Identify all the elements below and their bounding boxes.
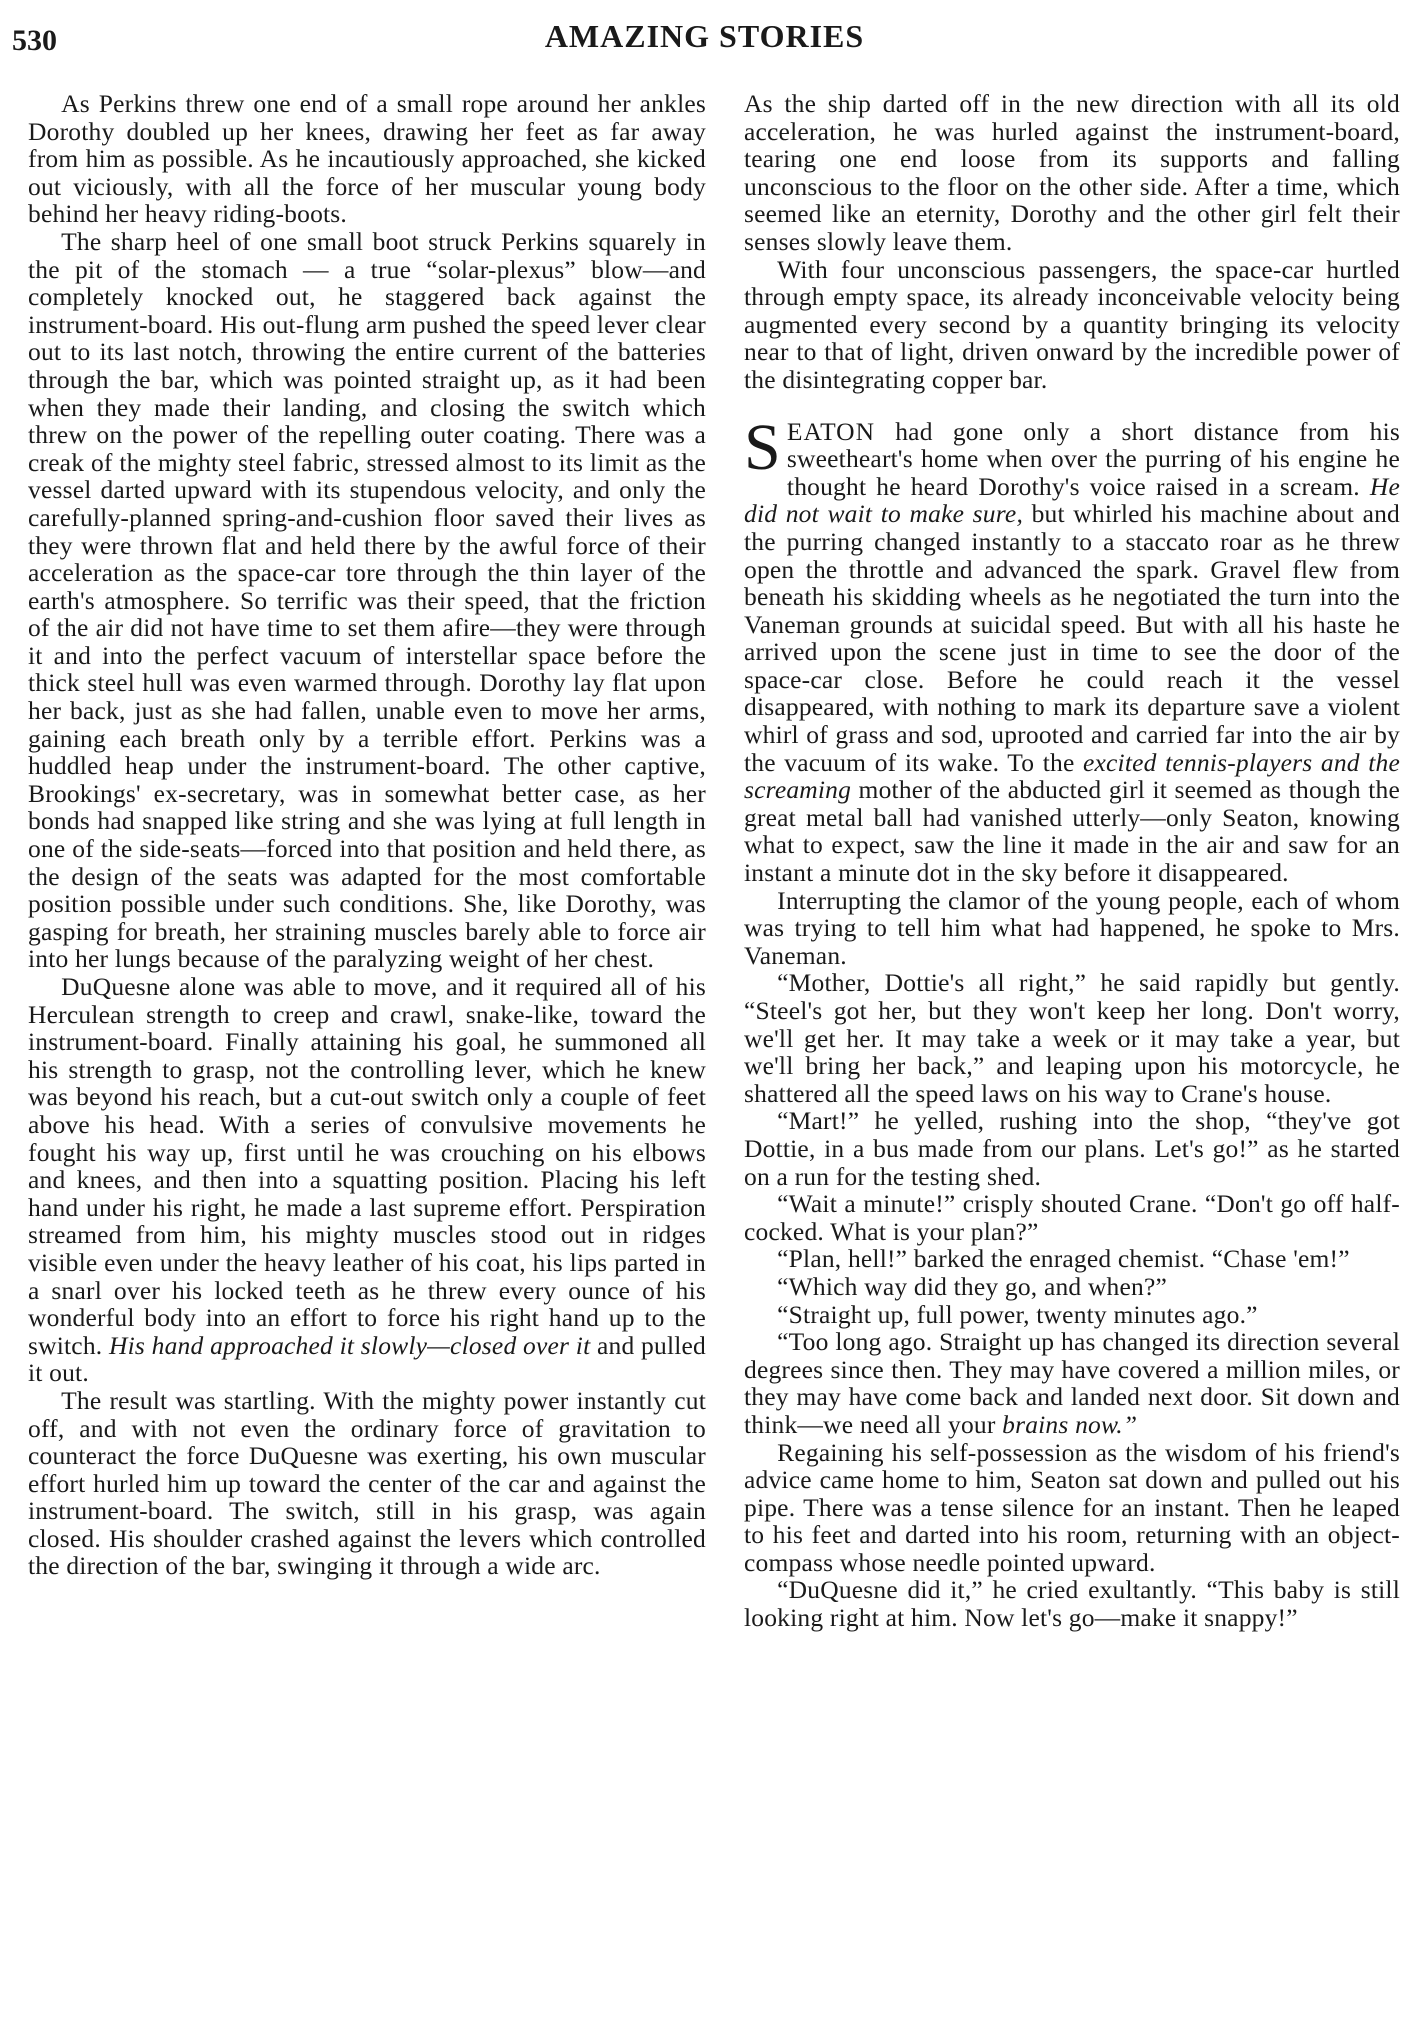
paragraph [744, 256, 1400, 394]
paragraph [744, 1107, 1400, 1190]
text-run: “Mart!” he yelled, rushing into the shop, “they've got Dottie, in a bus made from our plans. Let's go!” as he started on a run for the testing shed. [744, 1106, 1400, 1191]
text-run: DuQuesne alone was able to move, and it required all of his Herculean strength to creep and crawl, snake-like, toward the instrument-board. Finally attaining his goal, he summoned all his strength to grasp, not the controlling lever, which he knew was beyond his reach, but a cut-out switch only a couple of feet above his head. With a series of convulsive movements he fought his way up, first until he was crouching on his elbows and knees, and then into a squatting position. Placing his left hand under his right, he made a last supreme effort. Perspiration streamed from him, his mighty muscles stood out in ridges visible even under the heavy leather of his coat, his lips parted in a snarl over his locked teeth as he threw every ounce of his wonderful body into an effort to force his right hand up to the switch. [28, 972, 706, 1360]
text-run: and pulled it out. [28, 1330, 706, 1388]
text-run: “Which way did they go, and when?” [777, 1271, 1168, 1301]
text-run: As Perkins threw one end of a small rope around her ankles Dorothy doubled up her knees, drawing her feet as far away from him as possible. As he incautiously approached, she kicked out viciously, with all the force of her muscular young body behind her heavy riding-boots. [28, 90, 706, 229]
paragraph [744, 1439, 1400, 1577]
drop-cap: S [744, 410, 781, 484]
text-run: “Mother, Dottie's all right,” he said rapidly but gently. “Steel's got her, but they won't keep her long. Don't worry, we'll get her. It may take a week or it may take a year, but we'll bring her back,” and leaping upon his motorcycle, he shattered all the speed laws on his way to Crane's house. [744, 968, 1400, 1108]
paragraph [744, 1190, 1400, 1245]
text-run: but whirled his machine about and the purring changed instantly to a staccato roar as he threw open the throttle and advanced the spark. Gravel flew from beneath his skidding wheels as he negotiated the turn into the Vaneman grounds at suicidal speed. But with all his haste he arrived upon the scene just in time to see the door of the space-car close. Before he could reach it the vessel disappeared, with nothing to mark its departure save a violent whirl of grass and sod, uprooted and carried far into the air by the vacuum of its wake. To the [744, 499, 1400, 777]
text-run: mother of the abducted girl it seemed as though the great metal ball had vanished utterly—only Seaton, knowing what to expect, saw the line it made in the air and saw for an instant a minute dot in the sky before it disappeared. [744, 775, 1400, 888]
text-run: With four unconscious passengers, the space-car hurtled through empty space, its already inconceivable velocity being augmented every second by a quantity bringing its velocity near to that of light, driven onward by the incredible power of the disintegrating copper bar. [744, 254, 1400, 394]
italic-text: excited tennis-players and the screaming [744, 747, 1400, 805]
italic-text: brains now.” [1002, 1409, 1138, 1439]
paragraph [28, 1387, 706, 1580]
paragraph [744, 90, 1400, 256]
text-run: “Plan, hell!” barked the enraged chemist. “Chase 'em!” [777, 1244, 1350, 1274]
text-run: “Wait a minute!” crisply shouted Crane. “Don't go off half-cocked. What is your plan?” [744, 1189, 1400, 1246]
paragraph [744, 887, 1400, 970]
paragraph [744, 1576, 1400, 1631]
paragraph [28, 973, 706, 1387]
left-column [28, 90, 706, 2025]
paragraph [744, 969, 1400, 1107]
text-run: Regaining his self-possession as the wisdom of his friend's advice came home to him, Seaton sat down and pulled out his pipe. There was a tense silence for an instant. Then he leaped to his feet and darted into his room, returning with an object-compass whose needle pointed upward. [744, 1437, 1400, 1577]
paragraph [744, 1245, 1400, 1273]
text-run: “Too long ago. Straight up has changed its direction several degrees since then. They may have covered a million miles, or they may have come back and landed next door. Sit down and think—we need all your [744, 1327, 1400, 1439]
running-head: AMAZING STORIES [544, 18, 865, 54]
text-run: As the ship darted off in the new direction with all its old acceleration, he was hurled against the instrument-board, tearing one end loose from its supports and falling unconscious to the floor on the other side. After a time, which seemed like an eternity, Dorothy and the other girl felt their senses slowly leave them. [744, 90, 1400, 256]
text-run: had gone only a short distance from his sweetheart's home when over the purring of his engine he thought he heard Dorothy's voice raised in a scream. [786, 416, 1400, 501]
opening-word: EATON [786, 416, 876, 446]
paragraph [744, 1273, 1400, 1301]
text-run: The result was startling. With the mighty power instantly cut off, and with not even the ordinary force of gravitation to counteract the force DuQuesne was exerting, his own muscular effort hurled him up toward the center of the car and against the instrument-board. The switch, still in his grasp, was again closed. His shoulder crashed against the levers which controlled the direction of the bar, swinging it through a wide arc. [28, 1385, 706, 1581]
text-run: “DuQuesne did it,” he cried exultantly. “This baby is still looking right at him. Now let's go—make it snappy!” [744, 1575, 1400, 1633]
paragraph [28, 90, 706, 228]
text-run: The sharp heel of one small boot struck Perkins squarely in the pit of the stomach — a true “solar-plexus” blow—and completely knocked out, he staggered back against the instrument-board. His out-flung arm pushed the speed lever clear out to its last notch, throwing the entire current of the batteries through the bar, which was pointed straight up, as it had been when they made their landing, and closing the switch which threw on the power of the repelling outer coating. There was a creak of the mighty steel fabric, stressed almost to its limit as the vessel darted upward with its stupendous velocity, and only the carefully-planned spring-and-cushion floor saved their lives as they were thrown flat and held there by the awful force of their acceleration as the space-car tore through the thin layer of the earth's atmosphere. So terrific was their speed, that the friction of the air did not have time to set them afire—they were through it and into the perfect vacuum of interstellar space before the thick steel hull was even warmed through. Dorothy lay flat upon her back, just as she had fallen, unable even to move her arms, gaining each breath only by a terrible effort. Perkins was a huddled heap under the instrument-board. The other captive, Brookings' ex-secretary, was in somewhat better case, as her bonds had snapped like string and she was lying at full length in one of the side-seats—forced into that position and held there, as the design of the seats was adapted for the most comfortable position possible under such conditions. She, like Dorothy, was gasping for breath, her straining muscles barely able to force air into her lungs because of the paralyzing weight of her chest. [28, 226, 706, 974]
italic-text: He did not wait to make sure, [744, 471, 1400, 529]
text-run: Interrupting the clamor of the young people, each of whom was trying to tell him what had happened, he spoke to Mrs. Vaneman. [744, 885, 1400, 970]
italic-text: His hand approached it slowly—closed over it [109, 1330, 591, 1360]
paragraph [744, 1301, 1400, 1329]
paragraph [744, 1328, 1400, 1438]
paragraph [28, 228, 706, 973]
paragraph [744, 410, 1400, 888]
text-run: “Straight up, full power, twenty minutes ago.” [777, 1299, 1258, 1329]
right-column [744, 90, 1400, 2025]
page-number: 530 [12, 24, 57, 57]
